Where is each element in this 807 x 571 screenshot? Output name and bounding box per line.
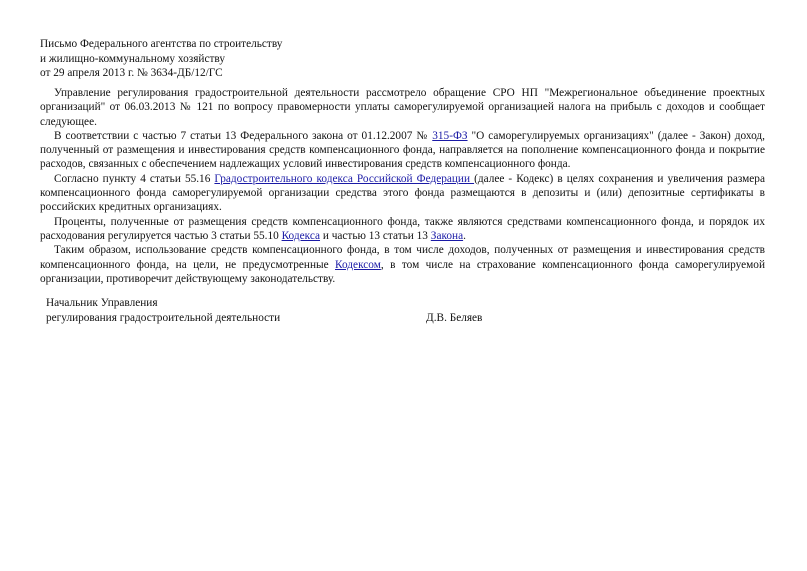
paragraph-2-text-b: "О саморегулируемых организациях" (далее - Закон) доход, полученный от размещения и инвестирования средств компенсационного фонда, направляется на пополнение компенсационного фонда и покрытие расходов, связанных с обеспечением надлежащих условий инвестирования средств компенсационного фонда. [40, 129, 765, 171]
letter-body [40, 86, 765, 286]
paragraph-4-text-c: . [463, 229, 466, 242]
letter-header [40, 37, 282, 81]
paragraph-5 [40, 243, 765, 286]
paragraph-2 [40, 129, 765, 172]
paragraph-3-text-b: (далее - Кодекс) в целях сохранения и увеличения размера компенсационного фонда саморегулируемой организации средства этого фонда размещаются в депозиты и (или) депозитные сертификаты в российских кредитных организациях. [40, 172, 765, 214]
codex-link[interactable]: Кодексом [335, 258, 381, 271]
grad-code-link[interactable]: Градостроительного кодекса Российской Федерации [214, 172, 475, 185]
code-link[interactable]: Кодекса [281, 229, 321, 242]
law-link[interactable]: Закона [430, 229, 464, 242]
law-315-fz-link[interactable]: 315-ФЗ [432, 129, 468, 142]
paragraph-3-text-a: Согласно пункту 4 статьи 55.16 [54, 172, 215, 185]
signature-title-1: Начальник Управления [46, 297, 158, 309]
paragraph-3 [40, 172, 765, 215]
paragraph-5-text-b: , в том числе на страхование компенсационного фонда саморегулируемой организации, противоречит действующему законодательству. [40, 258, 765, 285]
paragraph-4 [40, 215, 765, 244]
paragraph-4-text-b: и частью 13 статьи 13 [320, 229, 431, 242]
header-line-2: и жилищно-коммунальному хозяйству [40, 52, 226, 65]
signature-name: Д.В. Беляев [426, 312, 483, 324]
header-line-3: от 29 апреля 2013 г. № 3634-ДБ/12/ГС [40, 67, 223, 79]
paragraph-5-text-a: Таким образом, использование средств компенсационного фонда, в том числе доходов, полученных от размещения и инвестирования средств компенсационного фонда, на цели, не предусмотренные [40, 244, 765, 271]
paragraph-2-text-a: В соответствии с частью 7 статьи 13 Федерального закона от 01.12.2007 № [54, 129, 433, 142]
paragraph-1: Управление регулирования градостроительной деятельности рассмотрело обращение СРО НП "Межрегиональное объединение проектных организаций" от 06.03.2013 № 121 по вопросу правомерности уплаты саморегулируемой организацией налога на прибыль с доходов и сообщает следующее. [40, 87, 765, 128]
header-line-1: Письмо Федерального агентства по строительству [40, 38, 283, 50]
signature-block [46, 296, 280, 326]
signature-title-2: регулирования градостроительной деятельности [46, 312, 281, 324]
paragraph-4-text-a: Проценты, полученные от размещения средств компенсационного фонда, также являются средствами компенсационного фонда, и порядок их расходования регулируется частью 3 статьи 55.10 [40, 215, 765, 242]
